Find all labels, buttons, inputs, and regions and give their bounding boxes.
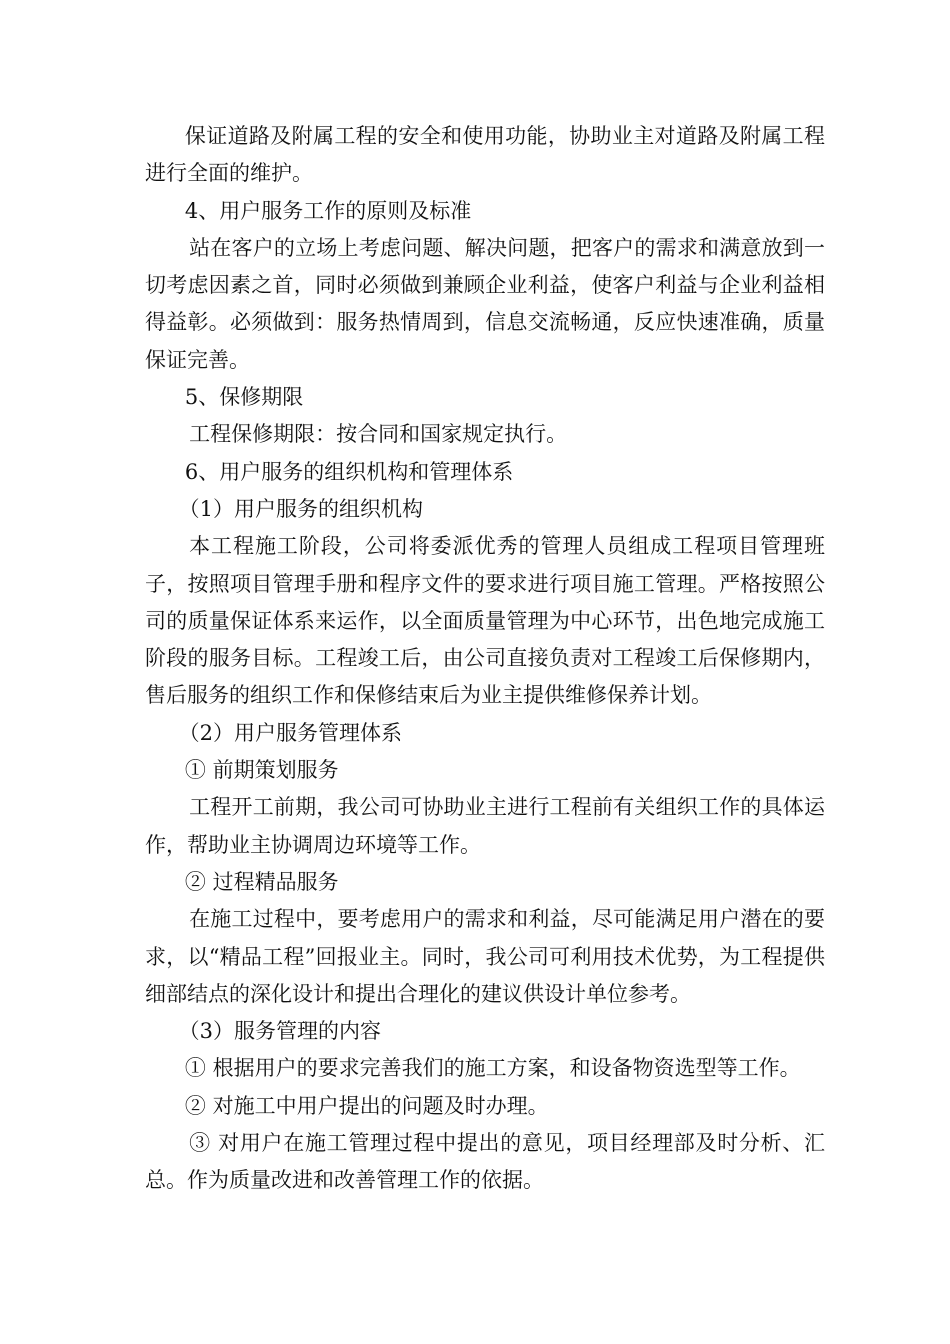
subheading-management-system: （2）用户服务管理体系 xyxy=(178,720,402,745)
item-quality-process: ② 过程精品服务 xyxy=(184,869,339,894)
item-construction-plan: ① 根据用户的要求完善我们的施工方案，和设备物资选型等工作。 xyxy=(184,1056,801,1081)
subheading-organization: （1）用户服务的组织机构 xyxy=(178,496,423,521)
document-body xyxy=(145,118,825,1200)
paragraph-feedback: ③ 对用户在施工管理过程中提出的意见，项目经理部及时分析、汇总。作为质量改进和改善管理工作的依据。 xyxy=(145,1131,825,1193)
paragraph-pre-planning: 工程开工前期，我公司可协助业主进行工程前有关组织工作的具体运作，帮助业主协调周边环境等工作。 xyxy=(145,795,825,857)
item-pre-planning: ① 前期策划服务 xyxy=(184,758,339,783)
paragraph-quality-process: 在施工过程中，要考虑用户的需求和利益，尽可能满足用户潜在的要求，以“精品工程”回报业主。同时，我公司可利用技术优势，为工程提供细部结点的深化设计和提出合理化的建议供设计单位参考。 xyxy=(145,907,825,1006)
heading-organization-and-management: 6、用户服务的组织机构和管理体系 xyxy=(184,459,514,484)
item-timely-handling: ② 对施工中用户提出的问题及时办理。 xyxy=(184,1093,549,1118)
heading-service-principles: 4、用户服务工作的原则及标准 xyxy=(184,198,472,223)
paragraph-service-principles: 站在客户的立场上考虑问题、解决问题，把客户的需求和满意放到一切考虑因素之首，同时必须做到兼顾企业利益，使客户利益与企业利益相得益彰。必须做到：服务热情周到，信息交流畅通，反应快速准确，质量保证完善。 xyxy=(145,235,825,372)
paragraph-maintenance: 保证道路及附属工程的安全和使用功能，协助业主对道路及附属工程进行全面的维护。 xyxy=(145,124,825,186)
heading-warranty-period: 5、保修期限 xyxy=(184,385,304,410)
subheading-management-content: （3）服务管理的内容 xyxy=(178,1019,381,1044)
paragraph-warranty-period: 工程保修期限：按合同和国家规定执行。 xyxy=(189,422,568,447)
paragraph-organization: 本工程施工阶段，公司将委派优秀的管理人员组成工程项目管理班子，按照项目管理手册和程序文件的要求进行项目施工管理。严格按照公司的质量保证体系来运作，以全面质量管理为中心环节，出色地完成施工阶段的服务目标。工程竣工后，由公司直接负责对工程竣工后保修期内，售后服务的组织工作和保修结束后为业主提供维修保养计划。 xyxy=(145,534,825,708)
